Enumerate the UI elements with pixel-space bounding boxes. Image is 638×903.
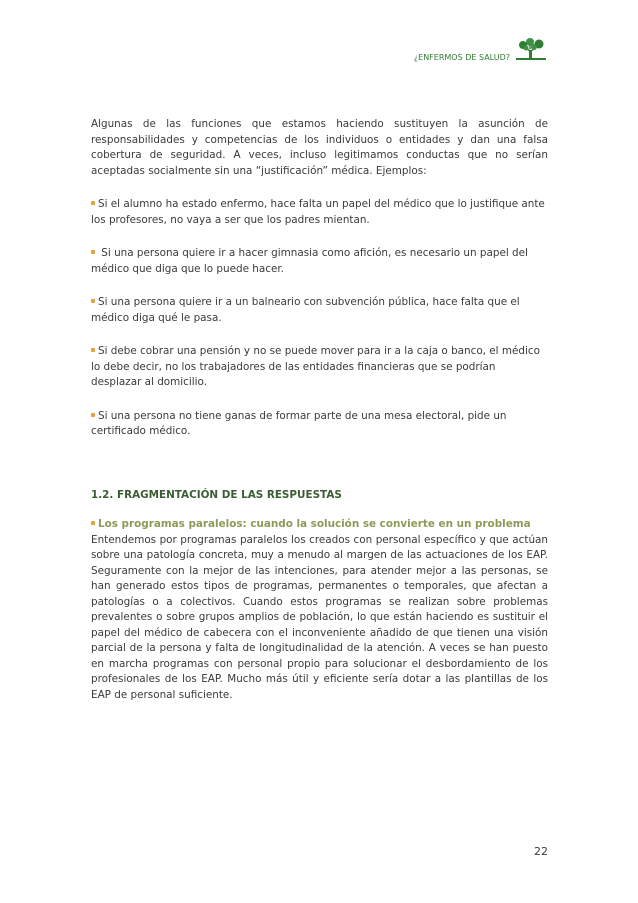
bullet-icon	[91, 521, 95, 525]
tree-logo-icon	[514, 38, 548, 64]
section-subtitle: Los programas paralelos: cuando la solución se convierte en un problema	[91, 517, 548, 533]
header-title: ¿ENFERMOS DE SALUD?	[413, 53, 510, 62]
list-item: Si el alumno ha estado enfermo, hace falta un papel del médico que lo justifique ante los profesores, no vaya a ser que los padres mientan.	[91, 198, 545, 226]
bullet-icon	[91, 413, 95, 417]
intro-paragraph: Algunas de las funciones que estamos haciendo sustituyen la asunción de responsabilidades y competencias de los individuos o entidades y dan una falsa cobertura de seguridad. A veces, incluso legitimamos conductas que no serían aceptadas socialmente sin una “justificación” médica. Ejemplos:	[91, 118, 548, 177]
page-header	[414, 38, 548, 64]
bullet-icon	[91, 348, 95, 352]
page-content	[91, 117, 548, 703]
section-title: 1.2. FRAGMENTACIÓN DE LAS RESPUESTAS	[91, 488, 342, 501]
bullet-icon	[91, 201, 95, 205]
bullet-icon	[91, 250, 95, 254]
bullet-icon	[91, 299, 95, 303]
list-item: Si una persona quiere ir a un balneario con subvención pública, hace falta que el médico diga qué le pasa.	[91, 296, 520, 324]
list-item: Si debe cobrar una pensión y no se puede mover para ir a la caja o banco, el médico lo debe decir, no los trabajadores de las entidades financieras que se podrían desplazar al domicilio.	[91, 345, 540, 388]
page-number: 22	[534, 845, 548, 858]
section-body: Entendemos por programas paralelos los creados con personal específico y que actúan sobre una patología concreta, muy a menudo al margen de las actuaciones de los EAP. Seguramente con la mejor de las intenciones, para atender mejor a las personas, se han generado estos tipos de programas, permanentes o temporales, que afectan a patologías o a colectivos. Cuando estos programas se realizan sobre problemas prevalentes o sobre grupos amplios de población, lo que están haciendo es sustituir el papel del médico de cabecera con el inconveniente añadido de que tienen una visión parcial de la persona y falta de longitudinalidad de la atención. A veces se han puesto en marcha programas con personal propio para solucionar el desbordamiento de los profesionales de los EAP. Mucho más útil y eficiente sería dotar a las plantillas de los EAP de personal suficiente.	[91, 533, 548, 701]
list-item: Si una persona quiere ir a hacer gimnasia como afición, es necesario un papel del médico que diga que lo puede hacer.	[91, 247, 528, 275]
list-item: Si una persona no tiene ganas de formar parte de una mesa electoral, pide un certificado médico.	[91, 409, 507, 437]
